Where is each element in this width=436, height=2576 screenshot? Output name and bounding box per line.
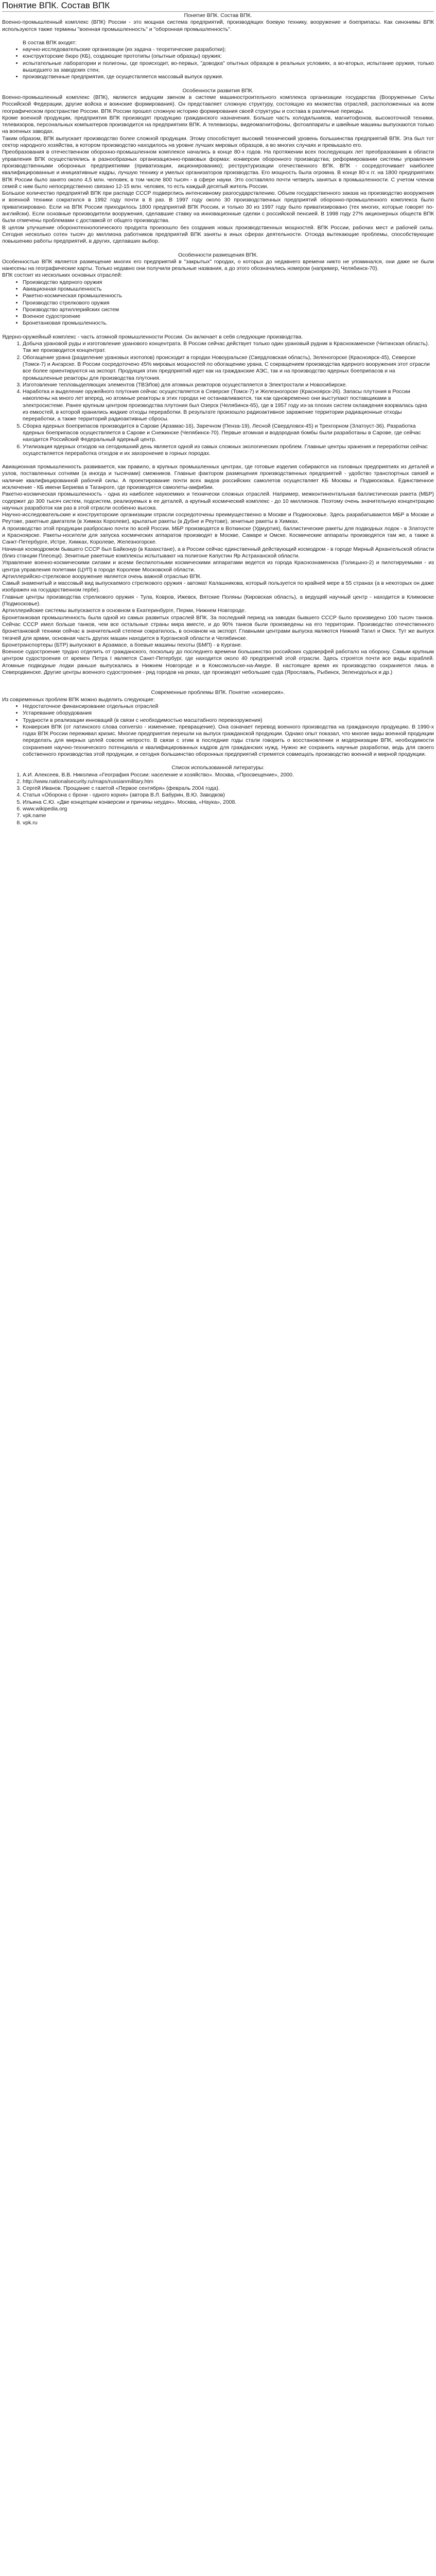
reference-item: 4. Статья «Оборона с брони - одного корня» (автора В.Л. Бабурин, В.Ю. Заводков)	[23, 792, 434, 799]
industries-section	[2, 464, 434, 676]
reference-item: 1. А.И. Алексеев, В.В. Николина «География России: население и хозяйство». Москва, «Просвещение», 2000.	[23, 772, 434, 778]
composition-item: • испытательные лаборатории и полигоны, где происходит, во-первых, "доводка" опытных образцов в реальных условиях, а во-вторых, испытание оружия, только вышедшего за заводских стен;	[23, 60, 434, 74]
nuclear-intro: Ядерно-оружейный комплекс - часть атомной промышленности России. Он включает в себя следующие производства.	[2, 333, 303, 340]
reference-item: 5. Ильина С.Ю. «Две концепции конверсии и причины неудач». Москва, «Наука», 2008.	[23, 799, 434, 806]
reference-item[interactable]: 6. www.wikipedia.org	[23, 806, 434, 812]
branch-item: • Производство артиллерийских систем	[23, 307, 434, 313]
industry-paragraph: Бронетанковая промышленность была одной из самых развитых отраслей ВПК. За последний период на заводах бывшего СССР было произведено 100 тысяч танков. Сейчас СССР имел больше танков, чем все остальные страны мира вместе, и до 90% танков были произведены на его территории. Производство отечественного бронетанковой техники сейчас в значительной степени сократилось, в основном на экспорт. Главными центрами выпуска являются Нижний Тагил и Омск. Тут же выпуск тягачей для армии, основная часть других машин находится в Курганской области и Челябинске.	[2, 614, 434, 641]
composition-title: В состав ВПК входят:	[23, 39, 77, 46]
industry-paragraph: Артиллерийско-стрелковое вооружение является очень важной отраслью ВПК.	[2, 573, 202, 580]
industry-paragraph: А производство этой продукции разбросано почти по всей России. МБР производятся в Воткинске (Удмуртия), баллистические ракеты для подводных лодок - в Златоусте и Красноярске. Ракеты-носители для запуска космических аппаратов производят в Москве, Самаре и Омске. Космические аппараты производятся там же, а также в Санкт-Петербурге, Истре, Химках, Королеве, Железногорске.	[2, 525, 434, 546]
title-divider	[2, 11, 434, 12]
branch-item: • Авиационная промышленность	[23, 286, 434, 293]
reference-item: 3. Сергей Иванов. Прощание с газетой «Первое сентября» (февраль 2004 года).	[23, 785, 434, 792]
composition-item: • производственные предприятия, где осуществляется массовый выпуск оружия.	[23, 74, 434, 80]
branch-item: • Военное судостроение	[23, 313, 434, 320]
problems-list	[2, 703, 434, 758]
references-title: Список использованной литературы:	[171, 765, 265, 771]
problem-item: • Недостаточное финансирование отдельных отраслей	[23, 703, 434, 710]
reference-item[interactable]: 7. vpk.name	[23, 812, 434, 819]
branches-list	[2, 279, 434, 327]
placement-title: Особенности размещения ВПК.	[178, 251, 258, 258]
industry-paragraph: Авиационная промышленность развивается, как правило, в крупных промышленных центрах, где готовые изделия собираются на головных предприятиях из деталей и узлов, поставленных сотнями (а иногда и тысячами) смежников. Главные фактором размещения производственных предприятий - удобство транспортных связей и наличие квалифицированной рабочей силы. А проектирование почти всех видов российских самолетов осуществляет КБ Москвы и Подмосковья. Единственное исключение - КБ имени Бериева в Таганроге, где производятся самолеты-амфибии.	[2, 464, 434, 490]
nuclear-list	[2, 341, 434, 457]
problems-title: Современные проблемы ВПК. Понятие «конверсия».	[151, 689, 285, 696]
problem-item: • Трудности в реализации инноваций (в связи с необходимостью масштабного перевооружения)	[23, 717, 434, 724]
branch-item: • Производство стрелкового оружия	[23, 300, 434, 307]
document-title: Понятие ВПК. Состав ВПК	[2, 1, 110, 10]
references-list	[2, 772, 434, 826]
features-paragraph: Большое количество предприятий ВПК при распаде СССР подверглись интенсивному разгосударствлению. Объем государственного заказа на производство вооружения и военной техники сократился в 1992 году почти в 8 раз. В 1997 году около 30 производственных предприятий оборонно-промышленного комплекса было приватизировано. Если на ВПК России приходилось 1800 предприятий ВПК России, и только 30 из 1997 году было приватизировано (тех многих, которые говорят по-английски). Если основные производители вооружения, сделавшие ставку на инновационные сделки с российской пенсией. В 1998 году 27% акционерных обществ ВПК были отмечены проблемами с доставкой от общего производства.	[2, 190, 434, 224]
industry-paragraph: Начиная космодромом бывшего СССР был Байконур (в Казахстане), а в России сейчас единственный действующий космодром - в городе Мирный Архангельской области (близ станции Плесецк). Зенитные ракетные комплексы испытывают на полигоне Капустин Яр Астраханской области.	[2, 546, 434, 559]
industry-paragraph: Главные центры производства стрелкового оружия - Тула, Ковров, Ижевск, Вятские Поляны (Кировская область), а ведущий научный центр - находится в Климовске (Подмосковье).	[2, 594, 434, 607]
branch-item: • Производство ядерного оружия	[23, 279, 434, 286]
features-section	[2, 94, 434, 245]
industry-paragraph: Ракетно-космическая промышленность - одна из наиболее наукоемких и технически сложных отраслей. Например, межконтинентальная баллистическая ракета (МБР) содержит до 300 тысяч систем, подсистем, реализуемых в ее деталей, а крупный космический комплекс - до 10 миллионов. Поэтому очень значительную концентрацию научных разработок как раз в этой отрасли особенно высока.	[2, 491, 434, 511]
nuclear-item: 6. Утилизация ядерных отходов на сегодняшний день является одной из самых сложных экологических проблем. Главные центры хранения и переработки сейчас осуществляется переработка отходов и их захоронение в горных породах.	[23, 444, 434, 457]
branch-item: • Ракетно-космическая промышленность	[23, 293, 434, 299]
composition-list	[2, 46, 434, 80]
composition-item: • научно-исследовательские организации (их задача - теоретические разработки);	[23, 46, 434, 53]
problem-item: • Конверсия ВПК (от латинского слова conversio - изменение, превращение). Она означает перевод военного производства на гражданскую продукцию. В 1990-х годах ВПК России переживал кризис. Многие предприятия перешли на выпуск гражданской продукции. Однако опыт показал, что многие виды военной продукции переделать для мирных целей совсем непросто. В связи с этим в последние годы стали говорить о восстановлении и модернизации ВПК, необходимости сохранения научно-технического потенциала и квалифицированных кадров для гражданских нужд. Нужно же сохранить научные разработки, ведь для своего собственного производства этой продукции, и сегодня большинство оборонных предприятий стремятся совмещать производство военной и мирной продукции.	[23, 724, 434, 758]
placement-paragraph: Особенностью ВПК является размещение многих его предприятий в "закрытых" городах, о которых до недавнего времени никто не упоминался, они даже не были нанесены на географические карты. Только недавно они получили реальные названия, а до этого обозначались номером (например, Челябинск-70).	[2, 258, 434, 272]
nuclear-item: 4. Наработка и выделение оружейного плутония сейчас осуществляется в Северске (Томск-7) и Железногорске (Красноярск-26). Запасы плутония в России накоплены на много лет вперед, но атомные реакторы в этих городах не останавливаются, так как одновременно они выступают поставщиками в электросистеме. Ранее крупным центром производства плутония был Озерск (Челябинск-65), где в 1957 году из-за плохих систем охлаждения взорвалась одна из емкостей, в которой хранились жидкие отходы переработки. В результате произошло радиоактивное заражение территории радиационные отходы переработки, а также территорий радиоактивные сбросы.	[23, 388, 434, 422]
reference-item[interactable]: 2. http://www.nationalsecurity.ru/maps/russianmilitary.htm	[23, 778, 434, 785]
features-paragraph: Таким образом, ВПК выпускает производство более сложной продукции. Этому способствует высокий технический уровень большинства предприятий ВПК. Эта был тот сектор народного хозяйства, в котором производство находилось на уровне лучших мировых образцов, а во многих случаях и превышало его.	[2, 135, 434, 149]
features-paragraph: Преобразования в отечественном оборонно-промышленном комплексе начались в конце 80-х годов. На протяжении всех последующих лет преобразования в области управления ВПК осуществлялись в разнообразных организационно-правовых формах: конверсии оборонного производства; реформировании системы управления производственными оборонных предприятиями (приватизации, акционированию); реструктуризации отечественного ВПК. ВПК - сосредоточивает наиболее квалифицированные и инициативные кадры, лучшую технику и умелых организаторов производства. Его мощность была огромна. В конце 80-х гг. на 1800 предприятиях ВПК России было занято около 4,5 млн. человек, в том числе 800 тысяч - в сфере науки. Это составляло почти четверть занятых в промышленности. С учетом членов семей с ним было непосредственно связано 12-15 млн. человек, то есть каждый десятый житель России.	[2, 149, 434, 190]
nuclear-item: 1. Добыча урановой руды и изготовление уранового концентрата. В России сейчас действует только один урановый рудник в Краснокаменске (Читинская область). Так же производится концентрат.	[23, 341, 434, 354]
industry-paragraph: Бронетранспортеры (БТР) выпускают в Арзамасе, а боевые машины пехоты (БМП) - в Кургане.	[2, 641, 242, 648]
features-paragraph: Кроме военной продукции, предприятия ВПК производят продукцию гражданского назначения. Больше часть холодильников, магнитофонов, высокоточной техники, телевизоров, персональных компьютеров производится на предприятиях ВПК. А телевизоры, видеомагнитофоны, фотоаппараты и швейные машины выпускаются только на военных заводах.	[2, 114, 434, 135]
branch-item: • Бронетанковая промышленность.	[23, 320, 434, 327]
industry-paragraph: Артиллерийские системы выпускаются в основном в Екатеринбурге, Перми, Нижнем Новгороде.	[2, 607, 246, 614]
industry-paragraph: Управление военно-космическими силами и всеми беспилотными космическими аппаратами ведется из города Краснознаменска (Голицыно-2) и пилотируемыми - из центра управления полетами (ЦУП) в городе Королеве Московской области.	[2, 560, 434, 573]
branches-title: ВПК состоит из нескольких основных отраслей:	[2, 272, 123, 279]
nuclear-item: 3. Изготовление тепловыделяющих элементов (ТВЭЛов) для атомных реакторов осуществляется в Электростали и Новосибирске.	[23, 382, 434, 388]
composition-item: • конструкторские бюро (КБ), создающие прототипы (опытные образцы) оружия;	[23, 53, 434, 60]
problems-intro: Из современных проблем ВПК можно выделить следующие:	[2, 696, 155, 703]
main-heading: Понятие ВПК. Состав ВПК.	[184, 12, 252, 19]
features-paragraph: В целом улучшение оборонотехнологического продукта произошло без создания новых производственных мощностей. ВПК России, рабочих мест и рабочей силы. Сегодня несколько сотен тысяч до миллиона работников предприятий ВПК заняты в иных сферах деятельности. Отсюда вытекающие проблемы, способствующие повышению работы предприятий, в других, сделавших выбор.	[2, 224, 434, 245]
features-paragraph: Военно-промышленный комплекс (ВПК), являются ведущим звеном в системе машиностроительного комплекса организации государства (Вооруженные Силы Российской Федерации, другие войска и воинские формирования). Он представляет сложную структуру, состоящую из множества отраслей, расположенных на всем географическом пространстве России. ВПК России прошел сложную историю формирования своей структуры и состава в различные периоды.	[2, 94, 434, 114]
problem-item: • Устаревание оборудования	[23, 710, 434, 717]
features-title: Особенности развития ВПК.	[182, 87, 254, 94]
nuclear-item: 2. Обогащение урана (разделение урановых изотопов) происходит в городах Новоуральске (Свердловская область), Зеленогорске (Красноярск-45), Северске (Томск-7) и Ангарске. В России сосредоточено 45% мировых мощностей по обогащению урана. С сокращением производства ядерного вооружения этот отрасли все более ориентируются на экспорт. Продукция этих предприятий идет как на гражданские АЭС, так и на производство ядерных боеприпасов и на промышленные реакторы для производства плутония.	[23, 354, 434, 382]
reference-item[interactable]: 8. vpk.ru	[23, 820, 434, 826]
nuclear-item: 5. Сборка ядерных боеприпасов производится в Сарове (Арзамас-16), Заречном (Пенза-19), Лесной (Свердловск-45) и Трехгорном (Златоуст-36). Разработка ядерных боеприпасов осуществляется в Сарове и Снежинске (Челябинск-70). Первые атомная и водородная бомбы были разработаны в Сарове, где сейчас находится Российский Федеральный ядерный центр.	[23, 423, 434, 444]
intro-paragraph: Военно-промышленный комплекс (ВПК) России - это мощная система предприятий, производящих боевую технику, вооружение и боеприпасы. Как синонимы ВПК используются также термины "военная промышленность" и "оборонная промышленность".	[2, 19, 434, 32]
page	[0, 0, 436, 829]
industry-paragraph: Самый знаменитый и массовый вид выпускаемого стрелкового оружия - автомат Калашникова, который пользуется по крайней мере в 55 странах (а в некоторых он даже изображен на государственном гербе).	[2, 580, 434, 594]
industry-paragraph: Научно-исследовательские и конструкторские организации отрасли сосредоточены преимущественно в Москве и Подмосковье. Здесь разрабатываются МБР в Москве и Реутове, ракетные двигатели (в Химках Королеве), крылатые ракеты (в Дубне и Реутове), зенитные ракеты в Химках.	[2, 512, 434, 525]
industry-paragraph: Военное судостроение трудно отделить от гражданского, поскольку до последнего времени большинство российских судоверфей работало на оборону. Самым крупным центром судостроения от времен Петра I является Санкт-Петербург, где находится около 40 предприятий этой отрасли. Здесь строятся почти все виды кораблей. Атомные подводные лодки раньше выпускались в Нижнем Новгороде и в Комсомольске-на-Амуре. В настоящее время их производство сохраняется лишь в Северодвинске. Другие центры военного судостроения - ряд городов на реках, где производят небольшие суда (Ярославль, Рыбинск, Зеленодольск и др.)	[2, 649, 434, 676]
